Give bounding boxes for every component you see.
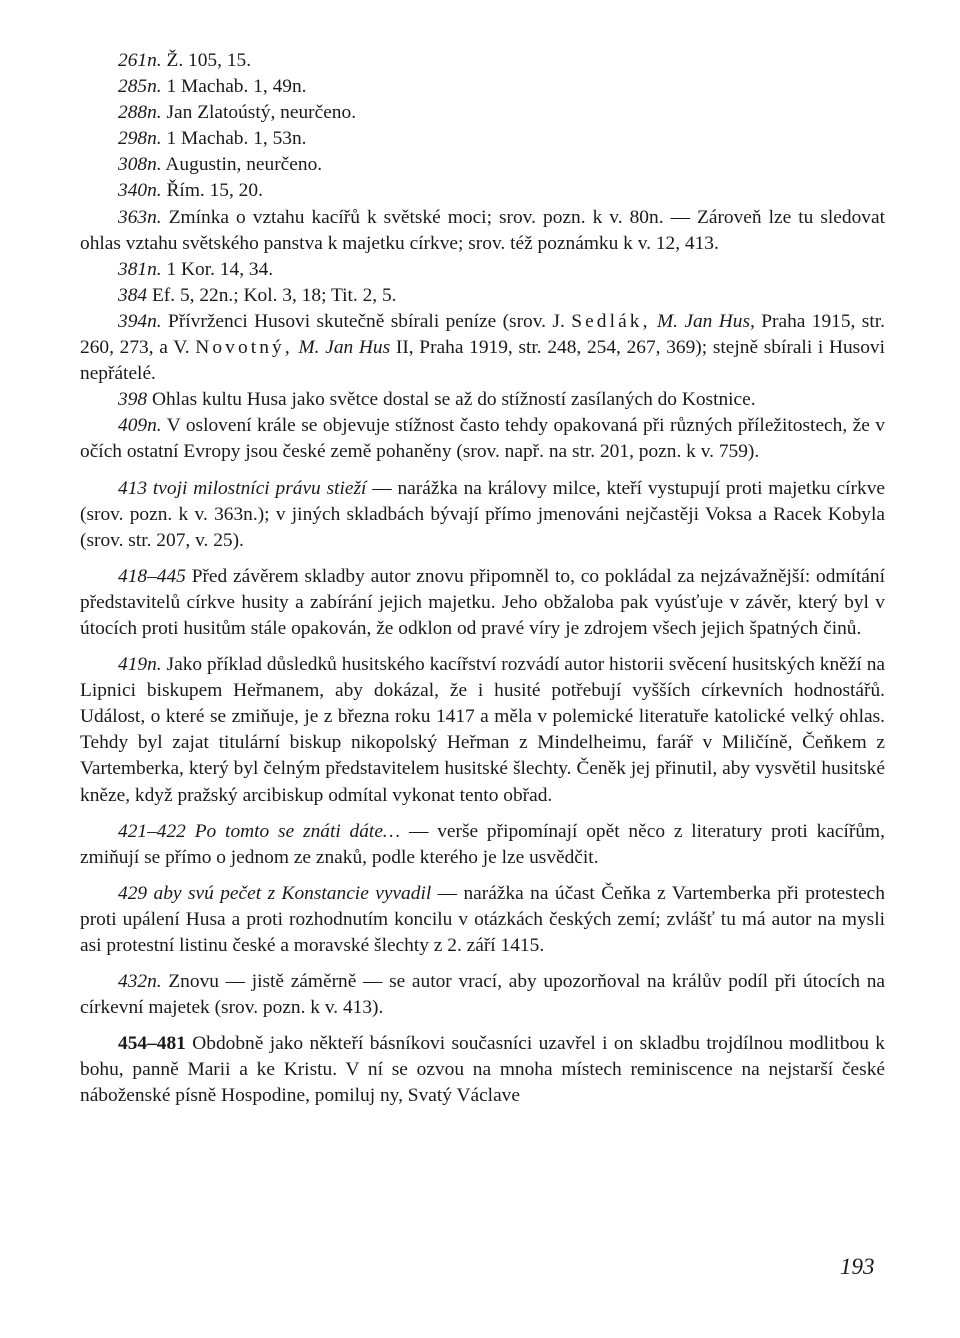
note-298: [80, 126, 885, 152]
author-name: Sedlák,: [571, 310, 651, 332]
note-ref: 384: [118, 284, 148, 306]
note-ref: 363n.: [118, 206, 162, 228]
note-text: Ef. 5, 22n.; Kol. 3, 18; Tit. 2, 5.: [151, 284, 397, 306]
note-398: [80, 387, 885, 413]
note-text: II, Praha 1919, str. 248, 254, 267, 369); stejně sbírali i Husovi nepřátelé.: [80, 337, 885, 385]
author-initial: M.: [298, 337, 320, 359]
note-lemma: aby svú pečet z Konstancie vyvadil: [153, 882, 432, 904]
note-ref: 340n.: [118, 180, 162, 202]
note-text: Zmínka o vztahu kacířů k světské moci; srov. pozn. k v. 80n. — Zároveň lze tu sledovat ohlas vztahu světského panstva k majetku církve; srov. též poznámku k v. 12, 413.: [80, 206, 885, 254]
note-363: [80, 205, 885, 257]
note-ref: 454–481: [118, 1033, 186, 1055]
note-text: 1 Kor. 14, 34.: [166, 258, 274, 280]
work-title: Jan Hus: [325, 337, 391, 359]
note-285: [80, 74, 885, 100]
note-ref: 308n.: [118, 154, 162, 176]
note-308: [80, 152, 885, 178]
note-384: [80, 283, 885, 309]
note-454-481: [80, 1031, 885, 1109]
note-text: — narážka na královy milce, kteří vystupují proti majetku církve (srov. pozn. k v. 363n.); v jiných skladbách bývají přímo jmenováni nejčastěji Voksa a Racek Kobyla (srov. str. 207, v. 25).: [80, 477, 885, 551]
note-ref: 419n.: [118, 654, 162, 676]
note-text: Řím. 15, 20.: [166, 180, 263, 202]
note-429: [80, 881, 885, 959]
note-lemma: Po tomto se znáti dáte…: [194, 820, 401, 842]
author-initial: M.: [656, 310, 678, 332]
note-ref: 413: [118, 477, 148, 499]
note-text: Před závěrem skladby autor znovu připomněl to, co pokládal za nejzávažnější: odmítání představitelů církve husity a zabírání jejich majetku. Jeho obžaloba pak vyúsťuje v závěr, který byl v útocích proti husitům stále opakován, že odklon od pravé víry je zdrojem všech jejich špatných činů.: [80, 565, 885, 639]
note-text: — verše připomínají opět něco z literatury proti kacířům, zmiňují se přímo o jednom ze znaků, podle kterého je lze usvědčit.: [80, 820, 885, 868]
note-text: Praha 1915, str. 260, 273, a V.: [80, 310, 885, 359]
note-text: V oslovení krále se objevuje stížnost často tehdy opakovaná při různých příležitostech, že v očích ostatní Evropy jsou české země pohaněny (srov. např. na str. 201, pozn. k v. 759).: [80, 415, 886, 463]
note-ref: 285n.: [118, 76, 162, 98]
note-432: [80, 969, 885, 1021]
note-text: Augustin, neurčeno.: [165, 154, 323, 176]
note-text: — narážka na účast Čeňka z Vartemberka při protestech proti upálení Husa a proti rozhodnutím koncilu v otázkách českých zemí; zvlášť tu má autor na mysli asi protestní listinu české a moravské šlechty z 2. září 1415.: [80, 882, 885, 956]
note-381: [80, 257, 885, 283]
note-ref: 429: [118, 882, 148, 904]
page-number: 193: [840, 1254, 875, 1279]
note-413: [80, 476, 885, 554]
note-ref: 298n.: [118, 128, 162, 150]
note-261: [80, 48, 885, 74]
note-text: Ohlas kultu Husa jako světce dostal se až do stížností zasílaných do Kostnice.: [151, 389, 756, 411]
note-text: Jako příklad důsledků husitského kacířství rozvádí autor historii svěcení husitských kněží na Lipnici biskupem Heřmanem, aby dokázal, že i husité potřebují vyšších církevních hodnostářů. Událost, o které se zmiňuje, je z března roku 1417 a měla v polemické literatuře katolické velký ohlas. Tehdy byl zajat titulární biskup nikopolský Heřman z Mindelheimu, farář v Miličíně, Čeňkem z Vartemberka, který byl čelným představitelem husitské šlechty. Čeněk jej přinutil, aby vysvětil husitské kněze, když pražský arcibiskup odmítal vykonat tento obřad.: [80, 654, 885, 806]
note-text: Obdobně jako někteří básníkovi současníci uzavřel i on skladbu trojdílnou modlitbou k bohu, panně Marii a ke Kristu. V ní se ozvou na mnoha místech reminiscence na nejstarší české náboženské písně Hospodine, pomiluj ny, Svatý Václave: [80, 1033, 885, 1107]
note-ref: 409n.: [118, 415, 162, 437]
note-340: [80, 178, 885, 204]
note-text: Znovu — jistě záměrně — se autor vrací, aby upozorňoval na králův podíl při útocích na církevní majetek (srov. pozn. k v. 413).: [80, 971, 885, 1019]
note-lemma: tvoji milostníci právu stieží: [152, 477, 367, 499]
note-text: Ž. 105, 15.: [166, 50, 252, 71]
note-text: Přívrženci Husovi skutečně sbírali peníze (srov. J.: [168, 310, 565, 332]
work-title: Jan Hus,: [684, 310, 755, 332]
note-421-422: [80, 819, 885, 871]
notes-block: [80, 48, 885, 1110]
note-418-445: [80, 564, 885, 642]
note-text: 1 Machab. 1, 53n.: [166, 128, 307, 150]
note-ref: 381n.: [118, 258, 162, 280]
note-ref: 432n.: [118, 971, 162, 993]
note-ref: 288n.: [118, 102, 162, 124]
note-ref: 394n.: [118, 310, 162, 332]
note-ref: 261n.: [118, 50, 162, 71]
note-ref: 421–422: [118, 820, 186, 842]
note-text: 1 Machab. 1, 49n.: [166, 76, 307, 98]
note-409: [80, 413, 885, 465]
note-419: [80, 652, 885, 809]
author-name: Novotný,: [195, 337, 293, 359]
note-394: [80, 309, 885, 387]
note-288: [80, 100, 885, 126]
note-ref: 418–445: [118, 565, 186, 587]
note-text: Jan Zlatoústý, neurčeno.: [166, 102, 357, 124]
note-ref: 398: [118, 389, 148, 411]
